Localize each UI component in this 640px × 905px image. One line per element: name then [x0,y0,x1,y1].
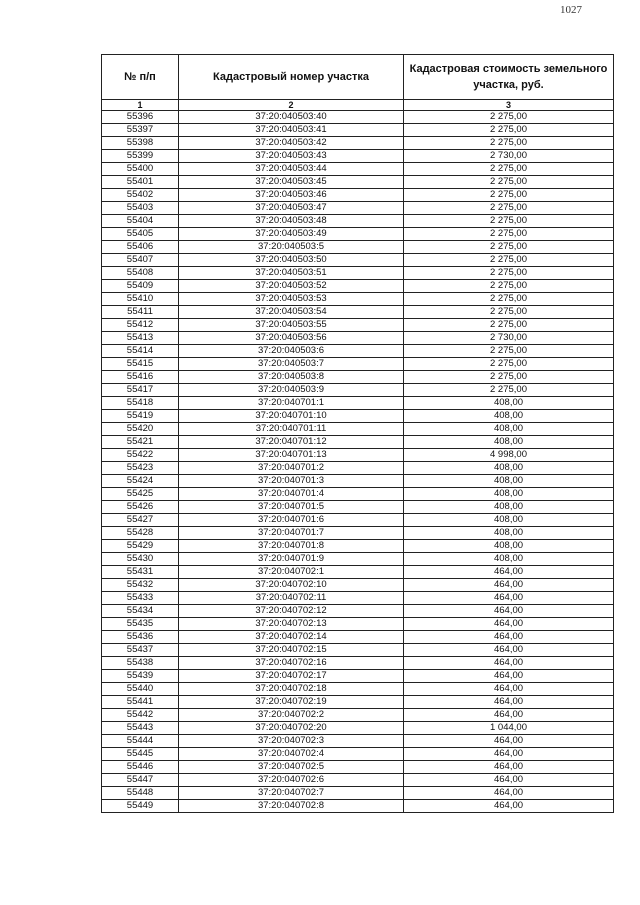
cadastral-number-cell: 37:20:040503:47 [179,202,404,215]
cadastral-value-cell: 464,00 [404,800,614,813]
cadastral-number-cell: 37:20:040503:41 [179,124,404,137]
cadastral-number-cell: 37:20:040702:15 [179,644,404,657]
row-number-cell: 55411 [102,306,179,319]
cadastral-value-cell: 408,00 [404,410,614,423]
cadastral-number-cell: 37:20:040503:9 [179,384,404,397]
row-number-cell: 55417 [102,384,179,397]
cadastral-number-cell: 37:20:040701:6 [179,514,404,527]
cadastral-value-cell: 408,00 [404,488,614,501]
table-row [102,319,614,332]
row-number-cell: 55414 [102,345,179,358]
cadastral-value-cell: 2 275,00 [404,371,614,384]
cadastral-number-cell: 37:20:040702:11 [179,592,404,605]
table-row [102,514,614,527]
cadastral-value-cell: 2 275,00 [404,306,614,319]
cadastral-number-cell: 37:20:040701:8 [179,540,404,553]
table-row [102,761,614,774]
table-row [102,475,614,488]
cadastral-value-cell: 2 275,00 [404,111,614,124]
cadastral-value-table [101,54,614,813]
row-number-cell: 55397 [102,124,179,137]
cadastral-number-cell: 37:20:040702:16 [179,657,404,670]
table-row [102,566,614,579]
row-number-cell: 55399 [102,150,179,163]
cadastral-number-cell: 37:20:040503:48 [179,215,404,228]
table-row [102,592,614,605]
cadastral-number-cell: 37:20:040503:51 [179,267,404,280]
row-number-cell: 55432 [102,579,179,592]
cadastral-value-cell: 2 275,00 [404,228,614,241]
cadastral-value-cell: 408,00 [404,514,614,527]
table-row [102,410,614,423]
row-number-cell: 55436 [102,631,179,644]
cadastral-number-cell: 37:20:040702:8 [179,800,404,813]
cadastral-value-cell: 464,00 [404,644,614,657]
table-row [102,436,614,449]
table-row [102,709,614,722]
cadastral-number-cell: 37:20:040503:52 [179,280,404,293]
table-row [102,254,614,267]
table-row [102,501,614,514]
cadastral-number-cell: 37:20:040701:12 [179,436,404,449]
row-number-cell: 55431 [102,566,179,579]
cadastral-value-cell: 408,00 [404,462,614,475]
row-number-cell: 55430 [102,553,179,566]
row-number-cell: 55433 [102,592,179,605]
row-number-cell: 55401 [102,176,179,189]
table-row [102,176,614,189]
table-row [102,397,614,410]
cadastral-value-cell: 464,00 [404,657,614,670]
cadastral-number-cell: 37:20:040702:5 [179,761,404,774]
table-row [102,553,614,566]
cadastral-number-cell: 37:20:040701:11 [179,423,404,436]
cadastral-number-cell: 37:20:040503:46 [179,189,404,202]
row-number-cell: 55424 [102,475,179,488]
cadastral-number-cell: 37:20:040702:2 [179,709,404,722]
row-number-cell: 55447 [102,774,179,787]
cadastral-value-cell: 2 275,00 [404,176,614,189]
column-number-row [102,100,614,111]
row-number-cell: 55448 [102,787,179,800]
cadastral-value-cell: 408,00 [404,540,614,553]
table-row [102,345,614,358]
cadastral-number-cell: 37:20:040702:20 [179,722,404,735]
cadastral-value-cell: 464,00 [404,605,614,618]
cadastral-value-cell: 4 998,00 [404,449,614,462]
cadastral-value-cell: 464,00 [404,761,614,774]
cadastral-number-cell: 37:20:040702:14 [179,631,404,644]
cadastral-value-cell: 2 275,00 [404,319,614,332]
row-number-cell: 55435 [102,618,179,631]
row-number-cell: 55412 [102,319,179,332]
page-number: 1027 [560,4,582,16]
table-row [102,774,614,787]
row-number-cell: 55426 [102,501,179,514]
row-number-cell: 55449 [102,800,179,813]
row-number-cell: 55403 [102,202,179,215]
cadastral-number-cell: 37:20:040702:4 [179,748,404,761]
cadastral-value-cell: 1 044,00 [404,722,614,735]
cadastral-value-cell: 2 275,00 [404,189,614,202]
cadastral-value-cell: 2 275,00 [404,241,614,254]
cadastral-value-cell: 464,00 [404,748,614,761]
table-row [102,163,614,176]
cadastral-number-cell: 37:20:040503:50 [179,254,404,267]
column-number: 2 [179,100,404,111]
cadastral-number-cell: 37:20:040702:13 [179,618,404,631]
row-number-cell: 55425 [102,488,179,501]
table-row [102,449,614,462]
cadastral-number-cell: 37:20:040503:40 [179,111,404,124]
cadastral-value-cell: 464,00 [404,592,614,605]
cadastral-value-cell: 2 275,00 [404,202,614,215]
cadastral-number-cell: 37:20:040503:6 [179,345,404,358]
table-row [102,631,614,644]
row-number-cell: 55405 [102,228,179,241]
row-number-cell: 55416 [102,371,179,384]
row-number-cell: 55428 [102,527,179,540]
cadastral-number-cell: 37:20:040701:1 [179,397,404,410]
cadastral-number-cell: 37:20:040701:10 [179,410,404,423]
cadastral-number-cell: 37:20:040503:43 [179,150,404,163]
cadastral-value-cell: 2 275,00 [404,293,614,306]
cadastral-value-cell: 2 275,00 [404,215,614,228]
cadastral-value-cell: 464,00 [404,670,614,683]
row-number-cell: 55438 [102,657,179,670]
row-number-cell: 55409 [102,280,179,293]
row-number-cell: 55398 [102,137,179,150]
cadastral-value-cell: 2 730,00 [404,332,614,345]
table-row [102,527,614,540]
row-number-cell: 55437 [102,644,179,657]
table-row [102,540,614,553]
column-number: 3 [404,100,614,111]
cadastral-value-cell: 408,00 [404,397,614,410]
row-number-cell: 55419 [102,410,179,423]
cadastral-value-cell: 464,00 [404,774,614,787]
cadastral-value-cell: 2 275,00 [404,124,614,137]
row-number-cell: 55408 [102,267,179,280]
table-row [102,293,614,306]
cadastral-number-cell: 37:20:040701:4 [179,488,404,501]
header-cadastral-number: Кадастровый номер участка [179,55,404,100]
row-number-cell: 55413 [102,332,179,345]
table-row [102,683,614,696]
row-number-cell: 55421 [102,436,179,449]
cadastral-value-cell: 464,00 [404,566,614,579]
row-number-cell: 55410 [102,293,179,306]
cadastral-value-cell: 2 275,00 [404,137,614,150]
row-number-cell: 55442 [102,709,179,722]
row-number-cell: 55406 [102,241,179,254]
row-number-cell: 55418 [102,397,179,410]
row-number-cell: 55407 [102,254,179,267]
table-row [102,618,614,631]
cadastral-value-cell: 464,00 [404,709,614,722]
table-header-row [102,55,614,100]
table-row [102,787,614,800]
cadastral-value-cell: 2 275,00 [404,358,614,371]
cadastral-value-cell: 2 275,00 [404,280,614,293]
table-row [102,644,614,657]
row-number-cell: 55404 [102,215,179,228]
table-row [102,488,614,501]
cadastral-value-cell: 464,00 [404,735,614,748]
table-row [102,280,614,293]
cadastral-number-cell: 37:20:040503:53 [179,293,404,306]
cadastral-number-cell: 37:20:040503:45 [179,176,404,189]
table-row [102,696,614,709]
cadastral-value-cell: 408,00 [404,423,614,436]
header-row-number: № п/п [102,55,179,100]
row-number-cell: 55422 [102,449,179,462]
cadastral-value-cell: 2 275,00 [404,384,614,397]
cadastral-value-cell: 2 730,00 [404,150,614,163]
cadastral-value-cell: 408,00 [404,436,614,449]
cadastral-number-cell: 37:20:040701:3 [179,475,404,488]
cadastral-number-cell: 37:20:040503:42 [179,137,404,150]
table-row [102,605,614,618]
cadastral-value-cell: 2 275,00 [404,163,614,176]
table-row [102,111,614,124]
cadastral-number-cell: 37:20:040503:56 [179,332,404,345]
table-row [102,423,614,436]
cadastral-number-cell: 37:20:040702:1 [179,566,404,579]
cadastral-value-cell: 464,00 [404,683,614,696]
row-number-cell: 55445 [102,748,179,761]
cadastral-number-cell: 37:20:040701:13 [179,449,404,462]
table-row [102,267,614,280]
table-row [102,748,614,761]
table-row [102,215,614,228]
row-number-cell: 55423 [102,462,179,475]
cadastral-value-cell: 408,00 [404,501,614,514]
cadastral-number-cell: 37:20:040702:7 [179,787,404,800]
row-number-cell: 55440 [102,683,179,696]
cadastral-number-cell: 37:20:040503:54 [179,306,404,319]
row-number-cell: 55441 [102,696,179,709]
cadastral-value-cell: 408,00 [404,475,614,488]
row-number-cell: 55443 [102,722,179,735]
cadastral-number-cell: 37:20:040503:8 [179,371,404,384]
row-number-cell: 55439 [102,670,179,683]
cadastral-value-cell: 464,00 [404,696,614,709]
cadastral-number-cell: 37:20:040701:9 [179,553,404,566]
table-row [102,241,614,254]
table-row [102,202,614,215]
cadastral-number-cell: 37:20:040701:2 [179,462,404,475]
header-cadastral-value: Кадастровая стоимость земельного участка, руб. [404,55,614,100]
cadastral-value-cell: 464,00 [404,579,614,592]
cadastral-number-cell: 37:20:040702:18 [179,683,404,696]
row-number-cell: 55402 [102,189,179,202]
cadastral-number-cell: 37:20:040503:5 [179,241,404,254]
table-row [102,306,614,319]
cadastral-number-cell: 37:20:040702:10 [179,579,404,592]
cadastral-value-cell: 464,00 [404,618,614,631]
cadastral-value-cell: 2 275,00 [404,345,614,358]
cadastral-value-cell: 408,00 [404,527,614,540]
cadastral-number-cell: 37:20:040702:17 [179,670,404,683]
table-row [102,189,614,202]
table-row [102,579,614,592]
cadastral-value-cell: 464,00 [404,787,614,800]
cadastral-number-cell: 37:20:040702:6 [179,774,404,787]
row-number-cell: 55420 [102,423,179,436]
cadastral-number-cell: 37:20:040702:19 [179,696,404,709]
row-number-cell: 55444 [102,735,179,748]
table-row [102,657,614,670]
row-number-cell: 55429 [102,540,179,553]
cadastral-number-cell: 37:20:040503:7 [179,358,404,371]
table-row [102,384,614,397]
row-number-cell: 55427 [102,514,179,527]
cadastral-number-cell: 37:20:040701:7 [179,527,404,540]
row-number-cell: 55434 [102,605,179,618]
cadastral-number-cell: 37:20:040701:5 [179,501,404,514]
table-row [102,358,614,371]
table-row [102,462,614,475]
row-number-cell: 55396 [102,111,179,124]
cadastral-value-cell: 408,00 [404,553,614,566]
table-row [102,670,614,683]
table-row [102,332,614,345]
cadastral-value-cell: 2 275,00 [404,267,614,280]
cadastral-number-cell: 37:20:040702:3 [179,735,404,748]
table-body [102,111,614,813]
cadastral-number-cell: 37:20:040503:44 [179,163,404,176]
row-number-cell: 55400 [102,163,179,176]
row-number-cell: 55415 [102,358,179,371]
cadastral-value-cell: 2 275,00 [404,254,614,267]
table-row [102,371,614,384]
table-row [102,735,614,748]
cadastral-number-cell: 37:20:040702:12 [179,605,404,618]
row-number-cell: 55446 [102,761,179,774]
table-row [102,800,614,813]
table-row [102,228,614,241]
table-row [102,150,614,163]
column-number: 1 [102,100,179,111]
cadastral-number-cell: 37:20:040503:49 [179,228,404,241]
table-row [102,722,614,735]
table-row [102,137,614,150]
cadastral-number-cell: 37:20:040503:55 [179,319,404,332]
cadastral-value-cell: 464,00 [404,631,614,644]
table-row [102,124,614,137]
